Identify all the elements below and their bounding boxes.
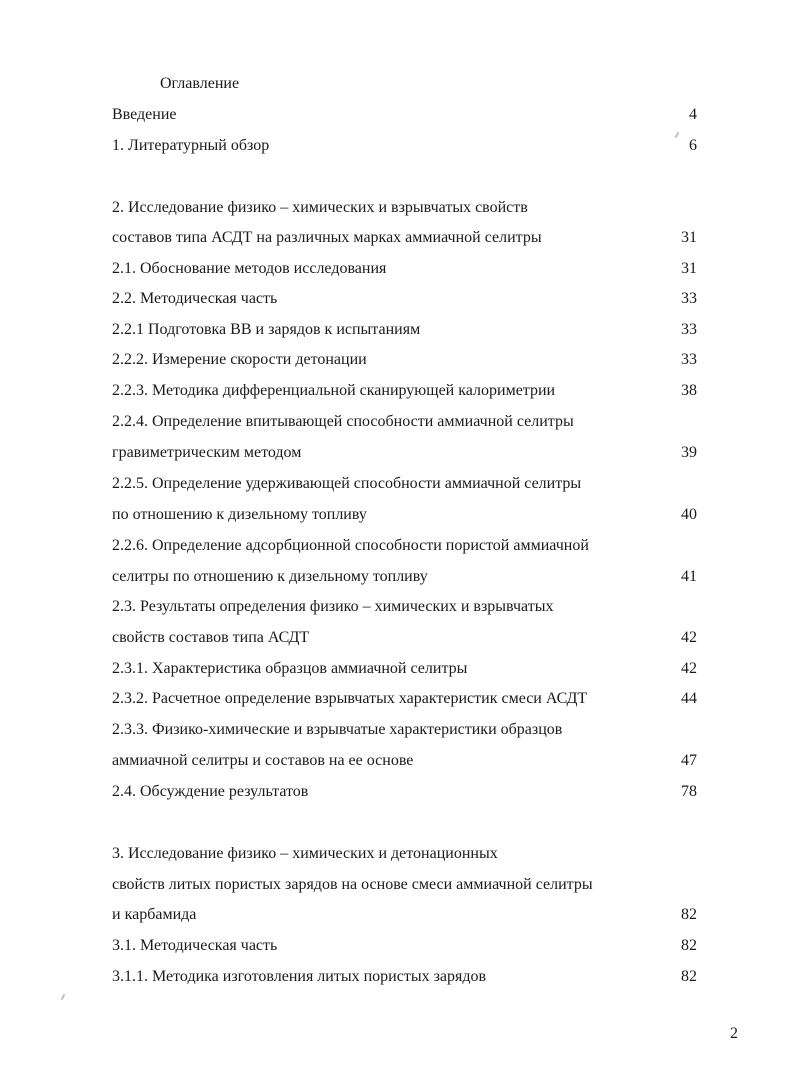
toc-entry-page: 47 (681, 752, 697, 769)
toc-entry-text: 1. Литературный обзор (112, 137, 270, 154)
toc-entry-text: 3. Исследование физико – химических и детонационных (112, 845, 498, 862)
toc-entry-page: 42 (681, 660, 697, 677)
toc-entry-page: 78 (681, 783, 697, 800)
toc-entry-text: и карбамида (112, 906, 197, 923)
toc-entry-text: 2. Исследование физико – химических и взрывчатых свойств (112, 199, 528, 216)
toc-entry-page: 6 (689, 137, 697, 154)
page-number: 2 (730, 1025, 738, 1042)
toc-entry-text: 2.3.3. Физико-химические и взрывчатые характеристики образцов (112, 721, 563, 738)
toc-entry-text: 2.3.1. Характеристика образцов аммиачной селитры (112, 660, 468, 677)
toc-entry-page: 33 (681, 290, 697, 307)
toc-entry-page: 31 (681, 229, 697, 246)
toc-heading: Оглавление (160, 75, 240, 92)
toc-entry-text: 3.1.1. Методика изготовления литых пористых зарядов (112, 968, 487, 985)
toc-entry-page: 40 (681, 506, 697, 523)
toc-entry-text: аммиачной селитры и составов на ее основе (112, 752, 414, 769)
toc-entry-text: 2.2.2. Измерение скорости детонации (112, 351, 367, 368)
toc-entry-text: гравиметрическим методом (112, 444, 302, 461)
scan-speck (675, 132, 680, 138)
toc-entry-text: 2.2.4. Определение впитывающей способности аммиачной селитры (112, 413, 574, 430)
toc-entry-text: Введение (112, 106, 177, 123)
toc-entry-text: по отношению к дизельному топливу (112, 506, 367, 523)
toc-entry-page: 82 (681, 937, 697, 954)
toc-entry-text: 2.2.6. Определение адсорбционной способности пористой аммиачной (112, 537, 589, 554)
toc-entry-page: 33 (681, 321, 697, 338)
toc-entry-text: 2.3. Результаты определения физико – химических и взрывчатых (112, 598, 554, 615)
toc-entry-text: составов типа АСДТ на различных марках аммиачной селитры (112, 229, 542, 246)
toc-entry-page: 41 (681, 568, 697, 585)
toc-entry-page: 82 (681, 968, 697, 985)
toc-entry-text: 2.4. Обсуждение результатов (112, 783, 309, 800)
toc-entry-text: свойств составов типа АСДТ (112, 629, 310, 646)
toc-entry-text: 2.2. Методическая часть (112, 290, 278, 307)
toc-entry-page: 44 (681, 690, 697, 707)
toc-entry-text: 2.3.2. Расчетное определение взрывчатых характеристик смеси АСДТ (112, 690, 588, 707)
toc-entry-page: 39 (681, 444, 697, 461)
toc-entry-text: свойств литых пористых зарядов на основе смеси аммиачной селитры (112, 876, 593, 893)
toc-entry-text: 2.2.1 Подготовка ВВ и зарядов к испытаниям (112, 321, 421, 338)
toc-entry-page: 82 (681, 906, 697, 923)
toc-entry-text: 2.2.5. Определение удерживающей способности аммиачной селитры (112, 475, 582, 492)
toc-entry-text: 3.1. Методическая часть (112, 937, 278, 954)
toc-entry-text: 2.1. Обоснование методов исследования (112, 260, 387, 277)
toc-entry-page: 4 (689, 106, 697, 123)
toc-entry-page: 42 (681, 629, 697, 646)
toc-entry-page: 31 (681, 260, 697, 277)
toc-entry-page: 33 (681, 351, 697, 368)
toc-entry-text: селитры по отношению к дизельному топливу (112, 568, 428, 585)
scan-speck (61, 994, 66, 1000)
toc-entry-text: 2.2.3. Методика дифференциальной сканирующей калориметрии (112, 382, 556, 399)
toc-entry-page: 38 (681, 382, 697, 399)
